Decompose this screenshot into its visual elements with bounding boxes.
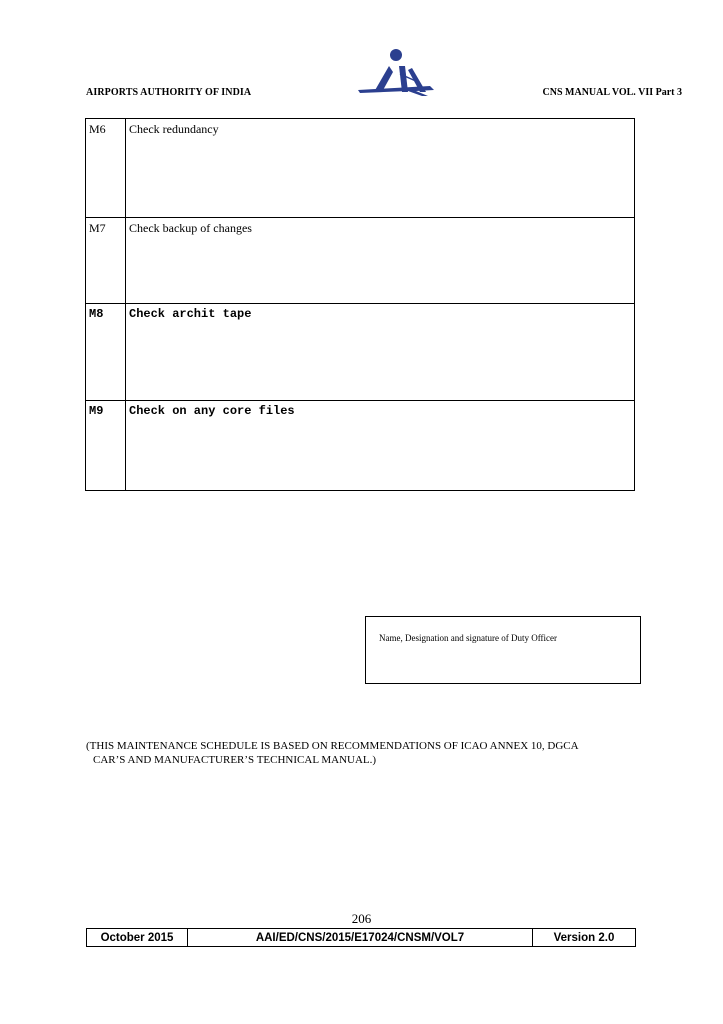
check-description: Check on any core files	[126, 401, 635, 491]
table-row	[86, 218, 635, 304]
footer-reference: AAI/ED/CNS/2015/E17024/CNSM/VOL7	[188, 929, 533, 946]
footer-date: October 2015	[87, 929, 188, 946]
note-line-2: CAR’S AND MANUFACTURER’S TECHNICAL MANUAL.)	[93, 754, 377, 766]
page-number: 206	[351, 911, 372, 926]
check-description: Check backup of changes	[126, 218, 635, 304]
maintenance-check-table	[85, 118, 635, 491]
check-code: M7	[86, 218, 126, 304]
note-line-1: (THIS MAINTENANCE SCHEDULE IS BASED ON RECOMMENDATIONS OF ICAO ANNEX 10, DGCA	[86, 740, 579, 752]
check-description: Check redundancy	[126, 119, 635, 218]
table-row	[86, 304, 635, 401]
table-row	[86, 119, 635, 218]
check-code: M8	[86, 304, 126, 401]
table-row	[86, 401, 635, 491]
header-manual-title: CNS MANUAL VOL. VII Part 3	[542, 87, 682, 98]
schedule-note	[86, 739, 686, 767]
check-code: M9	[86, 401, 126, 491]
signature-label: Name, Designation and signature of Duty Officer	[379, 633, 558, 643]
check-description: Check archit tape	[126, 304, 635, 401]
signature-box	[365, 616, 641, 684]
aai-logo-icon	[356, 44, 436, 100]
footer-bar	[86, 928, 636, 947]
check-code: M6	[86, 119, 126, 218]
header-organization: AIRPORTS AUTHORITY OF INDIA	[86, 87, 252, 98]
footer-version: Version 2.0	[553, 931, 615, 944]
